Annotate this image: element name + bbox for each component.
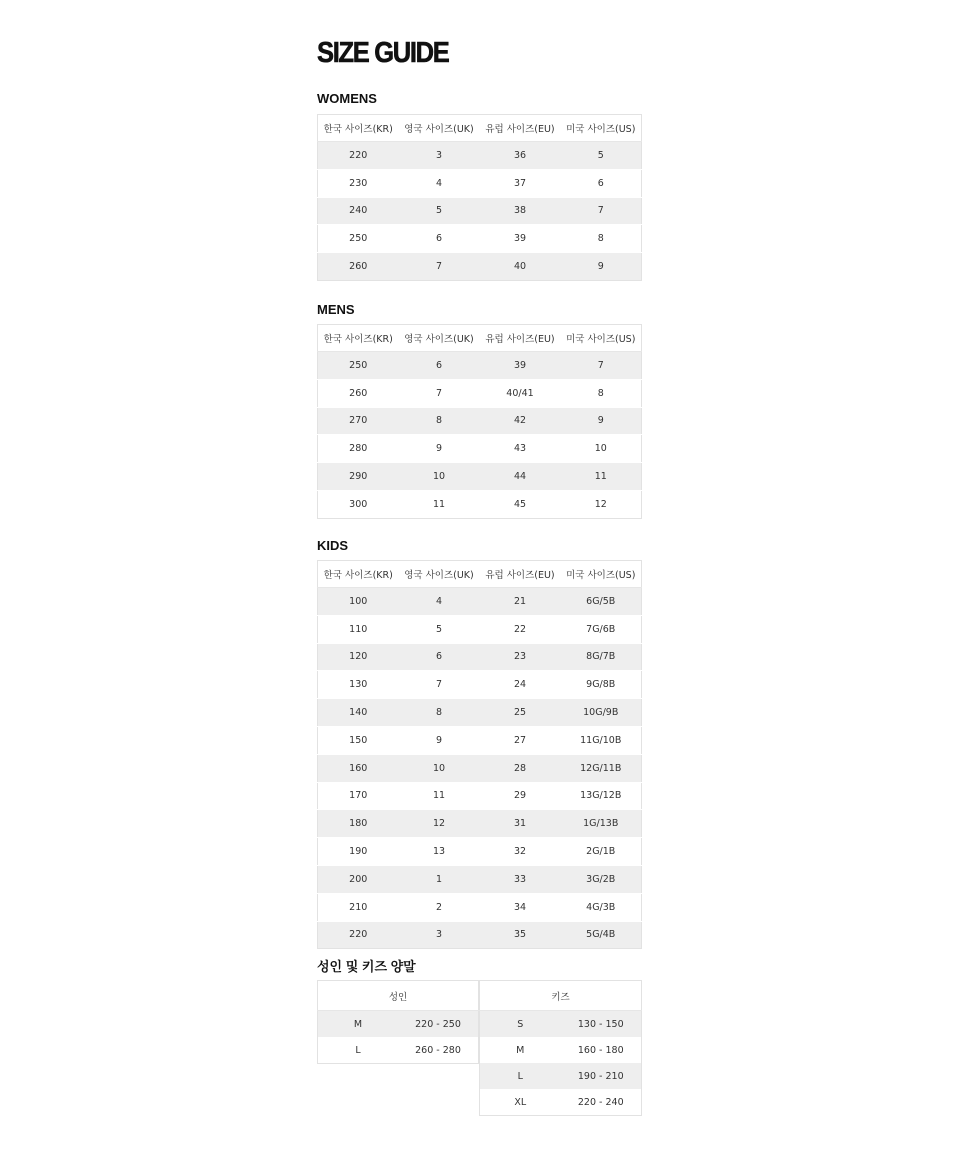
table-cell: 11 bbox=[561, 463, 642, 491]
table-cell: XL bbox=[480, 1089, 561, 1116]
table-cell: 220 bbox=[318, 142, 399, 170]
table-row bbox=[480, 1063, 642, 1089]
table-cell: 250 bbox=[318, 352, 399, 380]
table-row bbox=[318, 142, 642, 170]
table-cell: 11 bbox=[399, 782, 480, 810]
kids-socks-header: 키즈 bbox=[480, 981, 642, 1011]
table-cell: 9G/8B bbox=[561, 671, 642, 699]
table-cell: L bbox=[318, 1037, 399, 1064]
table-cell: 9 bbox=[561, 253, 642, 281]
table-row bbox=[318, 379, 642, 407]
col-header-eu: 유럽 사이즈(EU) bbox=[480, 325, 561, 352]
col-header-us: 미국 사이즈(US) bbox=[561, 325, 642, 352]
table-row bbox=[318, 921, 642, 949]
table-cell: 10G/9B bbox=[561, 699, 642, 727]
table-cell: 13G/12B bbox=[561, 782, 642, 810]
womens-table-body bbox=[318, 142, 642, 281]
table-cell: 37 bbox=[480, 169, 561, 197]
table-cell: 13 bbox=[399, 838, 480, 866]
table-cell: 6G/5B bbox=[561, 588, 642, 616]
table-cell: 22 bbox=[480, 615, 561, 643]
table-cell: 180 bbox=[318, 810, 399, 838]
col-header-us: 미국 사이즈(US) bbox=[561, 561, 642, 588]
table-row bbox=[318, 490, 642, 518]
page-title: SIZE GUIDE bbox=[317, 37, 449, 69]
col-header-kr: 한국 사이즈(KR) bbox=[318, 325, 399, 352]
table-cell: 7 bbox=[561, 352, 642, 380]
table-cell: 6 bbox=[399, 352, 480, 380]
table-row bbox=[318, 407, 642, 435]
table-row bbox=[318, 169, 642, 197]
table-cell: 5 bbox=[561, 142, 642, 170]
table-cell: 28 bbox=[480, 754, 561, 782]
table-cell: 220 - 240 bbox=[561, 1089, 642, 1116]
table-cell: 260 bbox=[318, 379, 399, 407]
table-row bbox=[318, 838, 642, 866]
table-cell: 3 bbox=[399, 142, 480, 170]
table-cell: 32 bbox=[480, 838, 561, 866]
table-cell: 170 bbox=[318, 782, 399, 810]
table-cell: 31 bbox=[480, 810, 561, 838]
table-cell: 5 bbox=[399, 615, 480, 643]
table-cell: 2 bbox=[399, 893, 480, 921]
table-cell: 34 bbox=[480, 893, 561, 921]
table-row bbox=[318, 754, 642, 782]
table-cell: 300 bbox=[318, 490, 399, 518]
table-cell: M bbox=[318, 1011, 399, 1038]
col-header-uk: 영국 사이즈(UK) bbox=[399, 325, 480, 352]
table-cell: 5G/4B bbox=[561, 921, 642, 949]
table-cell: 39 bbox=[480, 225, 561, 253]
table-cell: 10 bbox=[561, 435, 642, 463]
kids-size-table bbox=[317, 560, 642, 949]
table-cell: S bbox=[480, 1011, 561, 1038]
table-cell: 130 bbox=[318, 671, 399, 699]
kids-section-title: KIDS bbox=[317, 538, 349, 553]
table-cell: 43 bbox=[480, 435, 561, 463]
table-row bbox=[318, 253, 642, 281]
table-row bbox=[318, 435, 642, 463]
table-cell: 8 bbox=[399, 699, 480, 727]
table-row bbox=[318, 463, 642, 491]
table-cell: 35 bbox=[480, 921, 561, 949]
table-cell: 8 bbox=[561, 225, 642, 253]
table-cell: 240 bbox=[318, 197, 399, 225]
table-cell: 220 bbox=[318, 921, 399, 949]
kids-socks-table bbox=[479, 980, 642, 1116]
table-cell: 280 bbox=[318, 435, 399, 463]
mens-table-body bbox=[318, 352, 642, 519]
table-cell: 9 bbox=[399, 726, 480, 754]
table-cell: 6 bbox=[399, 643, 480, 671]
table-cell: 100 bbox=[318, 588, 399, 616]
table-cell: 200 bbox=[318, 865, 399, 893]
table-row bbox=[318, 726, 642, 754]
kids-socks-body bbox=[480, 1011, 642, 1116]
table-cell: 12 bbox=[399, 810, 480, 838]
col-header-kr: 한국 사이즈(KR) bbox=[318, 115, 399, 142]
col-header-eu: 유럽 사이즈(EU) bbox=[480, 561, 561, 588]
socks-tables bbox=[317, 980, 642, 1117]
table-cell: 4G/3B bbox=[561, 893, 642, 921]
table-cell: 9 bbox=[561, 407, 642, 435]
table-cell: 25 bbox=[480, 699, 561, 727]
table-cell: 7 bbox=[399, 671, 480, 699]
table-cell: 250 bbox=[318, 225, 399, 253]
table-row bbox=[318, 865, 642, 893]
table-cell: 150 bbox=[318, 726, 399, 754]
table-row bbox=[318, 1037, 479, 1064]
table-cell: M bbox=[480, 1037, 561, 1063]
table-header-row bbox=[318, 981, 479, 1011]
kids-table-body bbox=[318, 588, 642, 949]
col-header-eu: 유럽 사이즈(EU) bbox=[480, 115, 561, 142]
table-cell: 40/41 bbox=[480, 379, 561, 407]
table-cell: 7 bbox=[399, 379, 480, 407]
table-cell: 7 bbox=[561, 197, 642, 225]
table-row bbox=[318, 671, 642, 699]
table-cell: 10 bbox=[399, 754, 480, 782]
table-cell: 190 bbox=[318, 838, 399, 866]
table-cell: 38 bbox=[480, 197, 561, 225]
table-cell: 220 - 250 bbox=[398, 1011, 479, 1038]
table-cell: 10 bbox=[399, 463, 480, 491]
table-row bbox=[318, 1011, 479, 1038]
table-row bbox=[318, 782, 642, 810]
table-header-row bbox=[318, 325, 642, 352]
table-cell: 120 bbox=[318, 643, 399, 671]
table-row bbox=[480, 1037, 642, 1063]
table-cell: 5 bbox=[399, 197, 480, 225]
table-cell: 160 - 180 bbox=[561, 1037, 642, 1063]
womens-section-title: WOMENS bbox=[317, 91, 377, 106]
adult-socks-table bbox=[317, 980, 479, 1064]
table-cell: 140 bbox=[318, 699, 399, 727]
table-cell: 39 bbox=[480, 352, 561, 380]
table-cell: 1 bbox=[399, 865, 480, 893]
table-cell: 24 bbox=[480, 671, 561, 699]
table-cell: 270 bbox=[318, 407, 399, 435]
table-cell: 23 bbox=[480, 643, 561, 671]
col-header-uk: 영국 사이즈(UK) bbox=[399, 561, 480, 588]
table-cell: 33 bbox=[480, 865, 561, 893]
table-cell: 160 bbox=[318, 754, 399, 782]
table-row bbox=[480, 1089, 642, 1116]
table-header-row bbox=[318, 115, 642, 142]
table-cell: 45 bbox=[480, 490, 561, 518]
table-row bbox=[318, 197, 642, 225]
womens-size-table bbox=[317, 114, 642, 281]
table-row bbox=[318, 699, 642, 727]
table-cell: 36 bbox=[480, 142, 561, 170]
table-cell: 29 bbox=[480, 782, 561, 810]
table-cell: 12G/11B bbox=[561, 754, 642, 782]
table-cell: 12 bbox=[561, 490, 642, 518]
table-cell: 6 bbox=[399, 225, 480, 253]
table-cell: 260 bbox=[318, 253, 399, 281]
table-cell: 6 bbox=[561, 169, 642, 197]
table-cell: 230 bbox=[318, 169, 399, 197]
socks-section-title: 성인 및 키즈 양말 bbox=[317, 959, 416, 974]
table-cell: 260 - 280 bbox=[398, 1037, 479, 1064]
mens-section-title: MENS bbox=[317, 302, 355, 317]
table-cell: 21 bbox=[480, 588, 561, 616]
col-header-us: 미국 사이즈(US) bbox=[561, 115, 642, 142]
table-cell: 11G/10B bbox=[561, 726, 642, 754]
table-cell: 40 bbox=[480, 253, 561, 281]
table-cell: 7 bbox=[399, 253, 480, 281]
table-row bbox=[318, 588, 642, 616]
mens-size-table bbox=[317, 324, 642, 519]
table-row bbox=[318, 225, 642, 253]
table-header-row bbox=[480, 981, 642, 1011]
table-cell: 8 bbox=[399, 407, 480, 435]
table-cell: 11 bbox=[399, 490, 480, 518]
table-cell: 8G/7B bbox=[561, 643, 642, 671]
table-cell: 3 bbox=[399, 921, 480, 949]
col-header-kr: 한국 사이즈(KR) bbox=[318, 561, 399, 588]
table-cell: 44 bbox=[480, 463, 561, 491]
table-cell: 27 bbox=[480, 726, 561, 754]
table-header-row bbox=[318, 561, 642, 588]
table-cell: 290 bbox=[318, 463, 399, 491]
table-cell: 190 - 210 bbox=[561, 1063, 642, 1089]
table-cell: 110 bbox=[318, 615, 399, 643]
table-row bbox=[318, 893, 642, 921]
table-cell: 4 bbox=[399, 169, 480, 197]
col-header-uk: 영국 사이즈(UK) bbox=[399, 115, 480, 142]
table-cell: 9 bbox=[399, 435, 480, 463]
table-cell: 1G/13B bbox=[561, 810, 642, 838]
table-cell: L bbox=[480, 1063, 561, 1089]
table-cell: 4 bbox=[399, 588, 480, 616]
table-cell: 7G/6B bbox=[561, 615, 642, 643]
adult-socks-body bbox=[318, 1011, 479, 1064]
table-row bbox=[480, 1011, 642, 1038]
table-row bbox=[318, 615, 642, 643]
table-cell: 42 bbox=[480, 407, 561, 435]
table-cell: 210 bbox=[318, 893, 399, 921]
table-cell: 3G/2B bbox=[561, 865, 642, 893]
table-row bbox=[318, 352, 642, 380]
table-row bbox=[318, 810, 642, 838]
table-cell: 2G/1B bbox=[561, 838, 642, 866]
table-row bbox=[318, 643, 642, 671]
table-cell: 130 - 150 bbox=[561, 1011, 642, 1038]
table-cell: 8 bbox=[561, 379, 642, 407]
adult-socks-header: 성인 bbox=[318, 981, 479, 1011]
